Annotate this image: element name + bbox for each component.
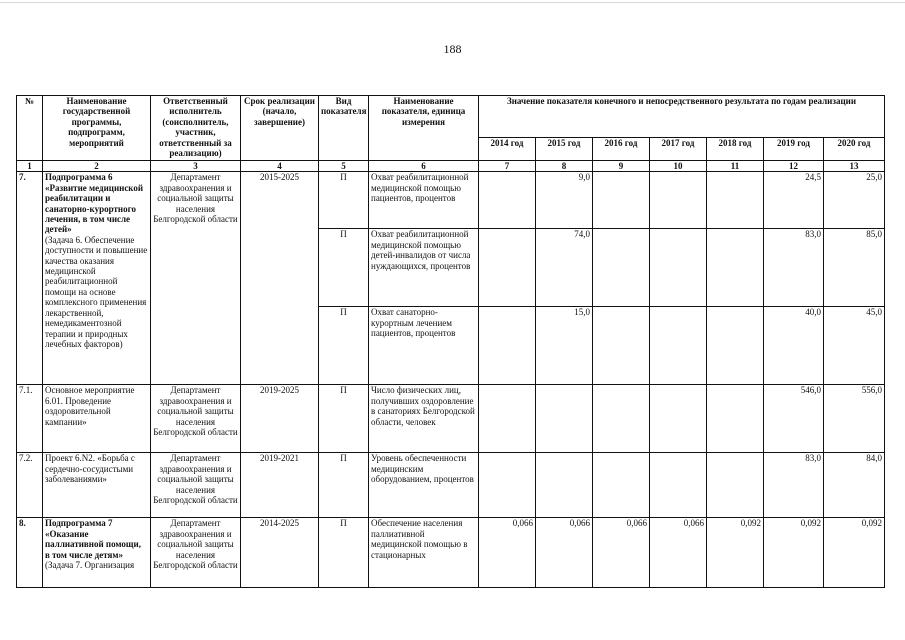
value-2014 <box>479 172 536 229</box>
value-2020: 556,0 <box>824 385 885 453</box>
value-2016 <box>593 453 650 518</box>
value-2018 <box>707 229 764 307</box>
indicator-kind: П <box>319 385 369 453</box>
top-rule <box>0 2 905 3</box>
page-number: 188 <box>443 42 462 56</box>
term: 2019-2025 <box>241 385 319 453</box>
indicator-kind: П <box>319 453 369 518</box>
row-number: 7. <box>17 172 43 385</box>
value-2016: 0,066 <box>593 518 650 588</box>
executor: Департамент здравоохранения и социальной защиты населения Белгородской области <box>151 385 241 453</box>
value-2019: 83,0 <box>764 229 824 307</box>
header-name: Наименование государственной программы, подпрограмм, мероприятий <box>43 96 151 161</box>
term: 2015-2025 <box>241 172 319 385</box>
value-2019: 546,0 <box>764 385 824 453</box>
program-name <box>43 172 151 385</box>
header-values: Значение показателя конечного и непосредственного результата по годам реализации <box>479 96 885 138</box>
value-2014 <box>479 307 536 385</box>
colnum: 8 <box>536 161 593 172</box>
value-2018 <box>707 453 764 518</box>
value-2019: 40,0 <box>764 307 824 385</box>
table-row <box>17 172 885 229</box>
value-2014 <box>479 385 536 453</box>
table-row <box>17 518 885 588</box>
value-2019: 24,5 <box>764 172 824 229</box>
value-2018 <box>707 307 764 385</box>
indicator-text: Уровень обеспеченности медицинским оборудованием, процентов <box>369 453 479 518</box>
program-name: Проект 6.N2. «Борьба с сердечно-сосудистыми заболеваниями» <box>43 453 151 518</box>
value-2018 <box>707 385 764 453</box>
value-2017 <box>650 453 707 518</box>
year-2015: 2015 год <box>536 137 593 160</box>
value-2015: 9,0 <box>536 172 593 229</box>
value-2014 <box>479 229 536 307</box>
year-2020: 2020 год <box>824 137 885 160</box>
value-2018: 0,092 <box>707 518 764 588</box>
colnum: 7 <box>479 161 536 172</box>
colnum: 4 <box>241 161 319 172</box>
colnum: 12 <box>764 161 824 172</box>
indicator-kind: П <box>319 307 369 385</box>
row-number: 7.2. <box>17 453 43 518</box>
value-2016 <box>593 385 650 453</box>
indicator-text: Охват реабилитационной медицинской помощью пациентов, процентов <box>369 172 479 229</box>
executor: Департамент здравоохранения и социальной защиты населения Белгородской области <box>151 453 241 518</box>
row-number: 7.1. <box>17 385 43 453</box>
value-2016 <box>593 307 650 385</box>
indicator-kind: П <box>319 518 369 588</box>
value-2016 <box>593 229 650 307</box>
value-2020: 84,0 <box>824 453 885 518</box>
year-2014: 2014 год <box>479 137 536 160</box>
program-task: (Задача 6. Обеспечение доступности и повышение качества оказания медицинской реабилитационной помощи на основе комплексного применения лекарственной, немедикаментозной терапии и природных лечебных факторов) <box>45 234 148 349</box>
executor: Департамент здравоохранения и социальной защиты населения Белгородской области <box>151 172 241 385</box>
program-title: Подпрограмма 7 «Оказание паллиативной помощи, в том числе детям» <box>45 518 141 560</box>
program-name: Основное мероприятие 6.01. Проведение оздоровительной кампании» <box>43 385 151 453</box>
colnum: 2 <box>43 161 151 172</box>
year-2016: 2016 год <box>593 137 650 160</box>
term: 2019-2021 <box>241 453 319 518</box>
indicator-kind: П <box>319 229 369 307</box>
header-term: Срок реализации (начало, завершение) <box>241 96 319 161</box>
term: 2014-2025 <box>241 518 319 588</box>
colnum: 5 <box>319 161 369 172</box>
header-executor: Ответственный исполнитель (соисполнитель, участник, ответственный за реализацию) <box>151 96 241 161</box>
header-no: № <box>17 96 43 161</box>
table-row <box>17 453 885 518</box>
value-2015: 15,0 <box>536 307 593 385</box>
value-2017 <box>650 229 707 307</box>
value-2017 <box>650 172 707 229</box>
value-2015: 0,066 <box>536 518 593 588</box>
value-2014 <box>479 453 536 518</box>
program-task: (Задача 7. Организация <box>45 560 135 571</box>
indicator-kind: П <box>319 172 369 229</box>
value-2020: 25,0 <box>824 172 885 229</box>
value-2015 <box>536 453 593 518</box>
column-numbers-row <box>17 161 885 172</box>
colnum: 9 <box>593 161 650 172</box>
value-2016 <box>593 172 650 229</box>
colnum: 3 <box>151 161 241 172</box>
program-name <box>43 518 151 588</box>
colnum: 13 <box>824 161 885 172</box>
year-2018: 2018 год <box>707 137 764 160</box>
colnum: 10 <box>650 161 707 172</box>
value-2017: 0,066 <box>650 518 707 588</box>
colnum: 11 <box>707 161 764 172</box>
indicator-text: Охват санаторно-курортным лечением пациентов, процентов <box>369 307 479 385</box>
header-kind: Вид показателя <box>319 96 369 161</box>
value-2015 <box>536 385 593 453</box>
value-2019: 0,092 <box>764 518 824 588</box>
value-2017 <box>650 307 707 385</box>
program-title: Подпрограмма 6 «Развитие медицинской реабилитации и санаторно-курортного лечения, в том числе детей» <box>45 172 144 235</box>
year-2017: 2017 год <box>650 137 707 160</box>
value-2020: 85,0 <box>824 229 885 307</box>
executor: Департамент здравоохранения и социальной защиты населения Белгородской области <box>151 518 241 588</box>
value-2020: 0,092 <box>824 518 885 588</box>
value-2014: 0,066 <box>479 518 536 588</box>
value-2017 <box>650 385 707 453</box>
value-2018 <box>707 172 764 229</box>
table-row <box>17 385 885 453</box>
value-2020: 45,0 <box>824 307 885 385</box>
header-row <box>17 96 885 138</box>
indicator-text: Охват реабилитационной медицинской помощью детей-инвалидов от числа нуждающихся, процентов <box>369 229 479 307</box>
value-2019: 83,0 <box>764 453 824 518</box>
header-indicator: Наименование показателя, единица измерения <box>369 96 479 161</box>
colnum: 6 <box>369 161 479 172</box>
year-2019: 2019 год <box>764 137 824 160</box>
row-number: 8. <box>17 518 43 588</box>
indicator-text: Обеспечение населения паллиативной медицинской помощью в стационарных <box>369 518 479 588</box>
indicators-table <box>16 95 885 588</box>
indicator-text: Число физических лиц, получивших оздоровление в санаториях Белгородской области, человек <box>369 385 479 453</box>
colnum: 1 <box>17 161 43 172</box>
value-2015: 74,0 <box>536 229 593 307</box>
